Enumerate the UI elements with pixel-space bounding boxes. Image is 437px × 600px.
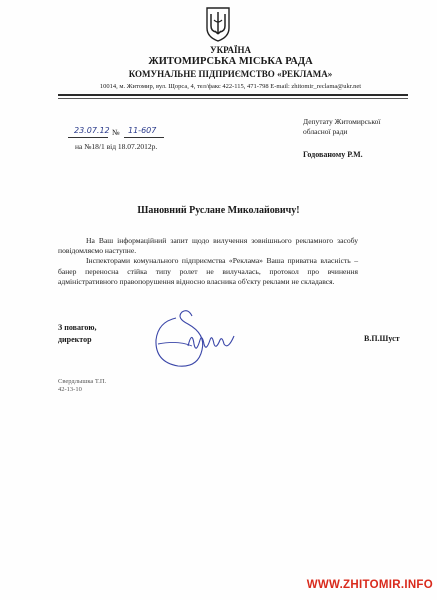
reference-line: на №18/1 від 18.07.2012р.: [75, 142, 158, 151]
recipient-line-1: Депутату Житомирської: [303, 117, 381, 126]
trident-coat-of-arms-icon: [205, 6, 231, 42]
letter-body: [58, 236, 358, 287]
executor-phone: 42-13-10: [58, 386, 82, 393]
letterhead-address: 10014, м. Житомир, вул. Щорса, 4, тел/факс 422-115, 471-798 E-mail: zhitomir_reclama@ukr.net: [99, 83, 362, 90]
date-underline: [68, 137, 108, 138]
registration-date: 23.07.12: [74, 126, 110, 135]
country-name: УКРАЇНА: [210, 45, 251, 55]
executor-block: [58, 378, 106, 394]
site-watermark: WWW.ZHITOMIR.INFO: [306, 579, 433, 591]
recipient-name: Годованому Р.М.: [303, 150, 363, 159]
signer-name: В.П.Шуст: [364, 334, 400, 343]
enterprise-name: КОМУНАЛЬНЕ ПІДПРИЄМСТВО «РЕКЛАМА»: [128, 69, 333, 79]
letterhead-rule-thin: [58, 98, 408, 99]
registration-number: 11-607: [128, 126, 157, 135]
closing-position: директор: [58, 335, 92, 344]
body-paragraph-1: На Ваш інформаційний запит щодо вилучення зовнішнього рекламного засобу повідомляємо наступне.: [58, 236, 358, 256]
executor-name: Свердлышка Т.П.: [58, 378, 107, 385]
handwritten-signature: [148, 300, 243, 380]
registration-number-label: №: [112, 128, 120, 137]
recipient-line-2: обласної ради: [303, 127, 348, 136]
closing-block: [58, 322, 97, 346]
salutation: Шановний Руслане Миколайовичу!: [137, 205, 300, 216]
letterhead-rule: [58, 94, 408, 96]
closing-regards: З повагою,: [58, 323, 97, 332]
council-name: ЖИТОМИРСЬКА МІСЬКА РАДА: [148, 56, 313, 67]
number-underline: [124, 137, 164, 138]
recipient-title: [303, 117, 380, 137]
body-paragraph-2: Інспекторами комунального підприємства «Реклама» Ваша приватна власність – банер переносна стійка типу ролет не вилучалась, протокол про вчинення адміністративного правопорушення відносно власника об'єкту реклами не складався.: [58, 256, 358, 286]
